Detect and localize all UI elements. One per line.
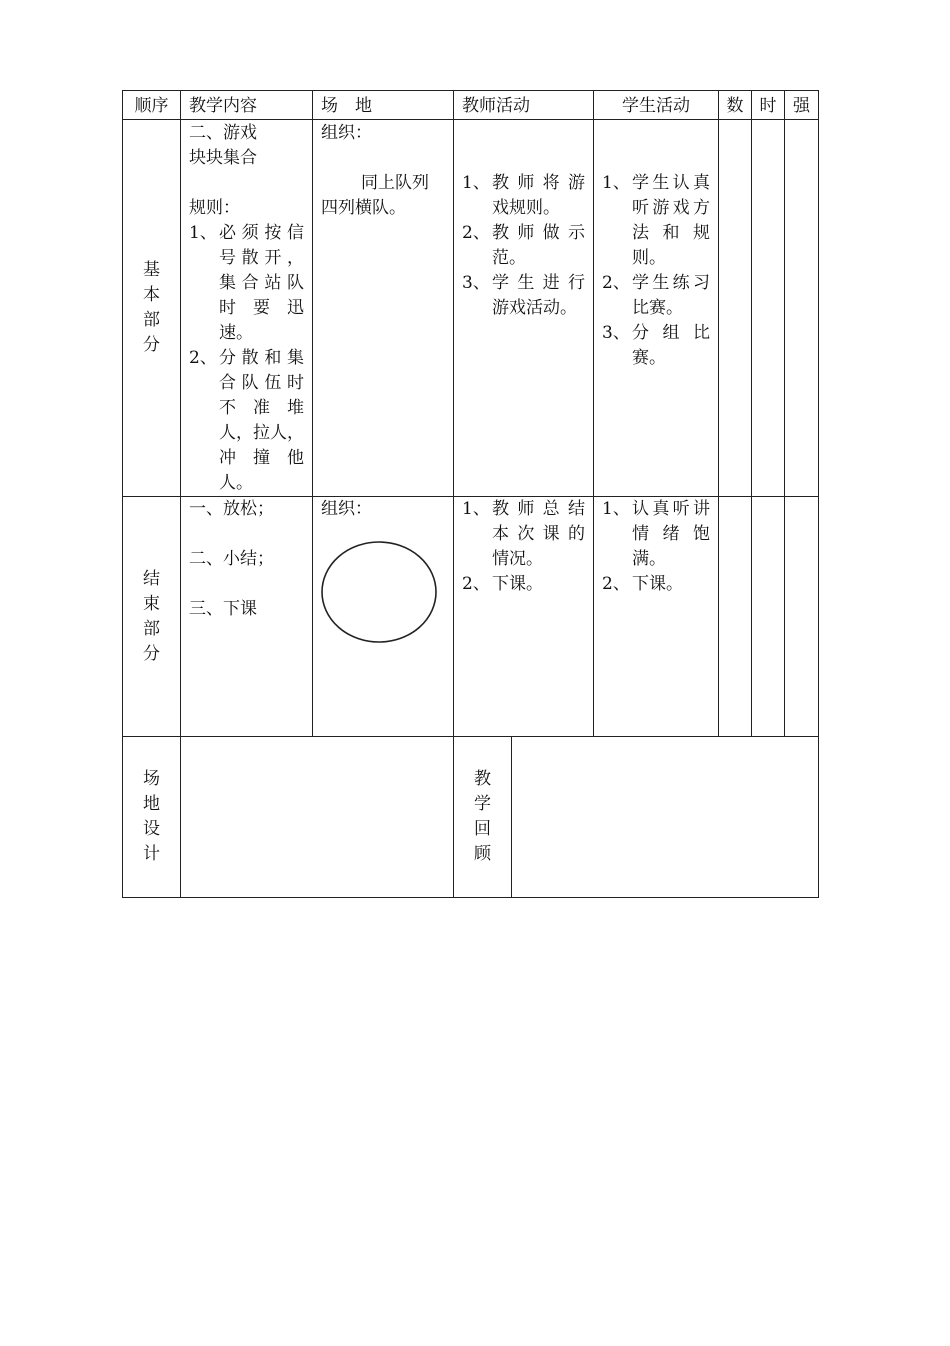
game-name: 块块集合 [189, 148, 257, 168]
header-content: 教学内容 [181, 91, 313, 120]
rules-list [189, 221, 304, 496]
footer-row [123, 737, 819, 898]
teacher-activity-list [462, 171, 585, 321]
venue-label: 组织： [321, 499, 372, 519]
basic-teacher-cell [454, 120, 594, 497]
venue-label: 组织： [321, 123, 372, 143]
basic-content-cell [181, 120, 313, 497]
basic-section-label: 基 本 部 分 [123, 120, 181, 497]
ending-item: 一、放松； [189, 499, 274, 519]
header-count: 数 [719, 91, 752, 120]
ending-time-cell [752, 497, 785, 737]
teacher-activity-list [462, 497, 585, 597]
lesson-plan-table [122, 90, 819, 898]
rule-item: 1、 必须按信 号散开， 集合站队 时 要 迅 速。 [189, 223, 304, 343]
teaching-review-area [512, 737, 819, 898]
basic-student-cell [594, 120, 719, 497]
header-teacher: 教师活动 [454, 91, 594, 120]
ending-item: 三、下课 [189, 599, 257, 619]
teaching-review-label: 教 学 回 顾 [454, 737, 512, 898]
header-intensity: 强 [785, 91, 819, 120]
venue-formation-2: 四列横队。 [321, 198, 406, 218]
header-time: 时 [752, 91, 785, 120]
rule-item: 2、 分散和集 合队伍时 不 准 堆 人，拉人， 冲 撞 他 人。 [189, 348, 304, 493]
venue-formation: 同上队列 [361, 173, 429, 193]
venue-design-label: 场 地 设 计 [123, 737, 181, 898]
student-activity-list [602, 171, 710, 371]
ending-teacher-cell [454, 497, 594, 737]
circle-formation-diagram [321, 540, 441, 644]
list-item: 2、 下课。 [462, 574, 543, 594]
header-venue: 场 地 [313, 91, 454, 120]
game-title: 二、游戏 [189, 123, 257, 143]
basic-part-row [123, 120, 819, 497]
ending-item: 二、小结； [189, 549, 274, 569]
ending-venue-cell [313, 497, 454, 737]
header-order: 顺序 [123, 91, 181, 120]
ending-student-cell [594, 497, 719, 737]
ending-section-label: 结 束 部 分 [123, 497, 181, 737]
list-item: 1、 教 师 总 结 本 次 课 的 情况。 [462, 499, 585, 569]
list-item: 1、 认真听讲 情 绪 饱 满。 [602, 499, 710, 569]
list-item: 1、 教 师 将 游 戏规则。 [462, 173, 585, 218]
basic-venue-cell [313, 120, 454, 497]
header-row [123, 91, 819, 120]
ending-part-row [123, 497, 819, 737]
header-student: 学生活动 [594, 91, 719, 120]
basic-count-cell [719, 120, 752, 497]
rules-label: 规则： [189, 198, 240, 218]
venue-design-area [181, 737, 454, 898]
basic-time-cell [752, 120, 785, 497]
list-item: 1、 学生认真 听游戏方 法 和 规 则。 [602, 173, 710, 268]
list-item: 2、 教 师 做 示 范。 [462, 223, 585, 268]
list-item: 3、 学 生 进 行 游戏活动。 [462, 273, 585, 318]
list-item: 3、 分 组 比 赛。 [602, 323, 710, 368]
list-item: 2、 学生练习 比赛。 [602, 273, 710, 318]
basic-intensity-cell [785, 120, 819, 497]
ending-intensity-cell [785, 497, 819, 737]
student-activity-list [602, 497, 710, 597]
list-item: 2、 下课。 [602, 574, 683, 594]
ending-content-cell [181, 497, 313, 737]
ending-count-cell [719, 497, 752, 737]
